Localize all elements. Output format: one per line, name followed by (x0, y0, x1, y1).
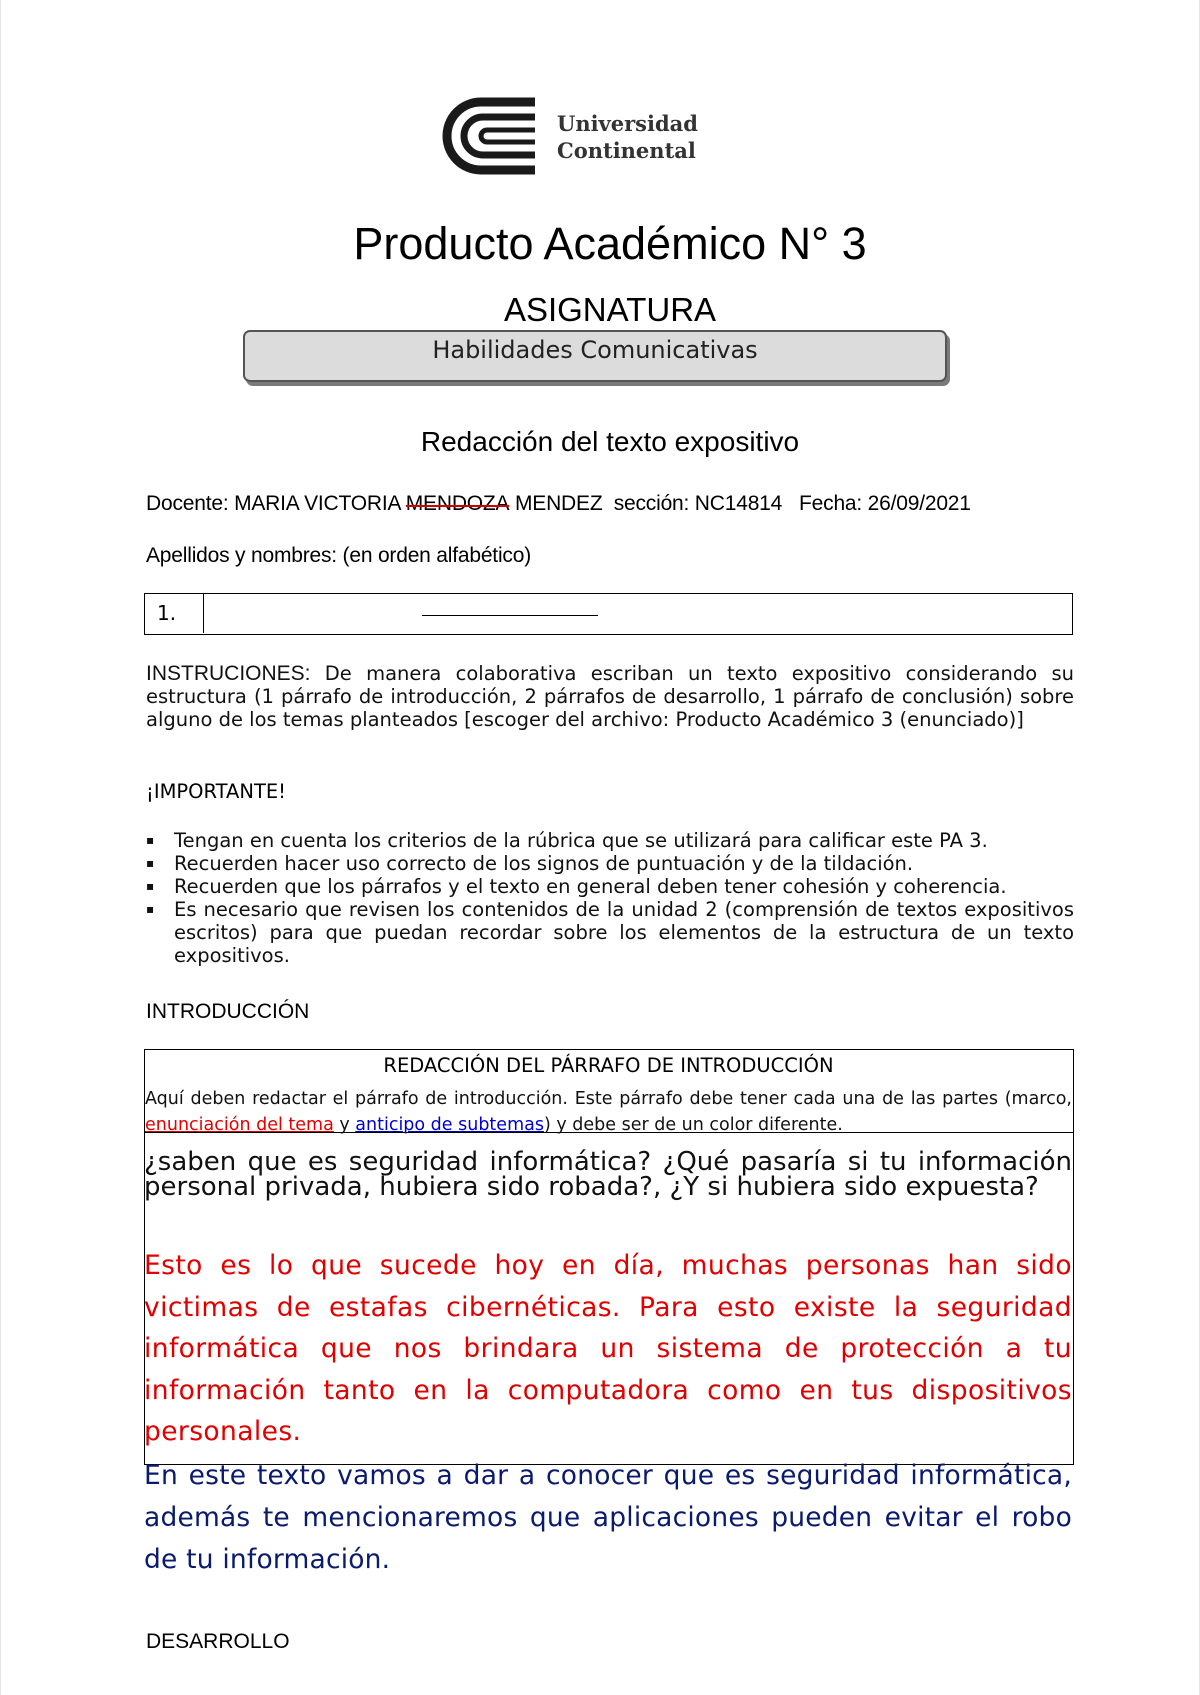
list-item-text: Es necesario que revisen los contenidos de la unidad 2 (comprensión de textos expositivos escritos) para que puedan recordar sobre los elementos de la estructura de un texto expositivos. (174, 898, 1074, 967)
docente-prefix: Docente: MARIA VICTORIA (146, 492, 406, 515)
bullet-dot-icon: ▪ (146, 879, 155, 893)
intro-blue-paragraph: En este texto vamos a dar a conocer que es seguridad informática, además te mencionaremos que aplicaciones pueden evitar el robo de tu información. (144, 1460, 1072, 1575)
instructions-paragraph (146, 662, 1074, 731)
intro-box-text-after: ) y debe ser de un color diferente. (543, 1115, 843, 1135)
intro-red-paragraph: Esto es lo que sucede hoy en día, muchas personas han sido victimas de estafas cibernéticas. Para esto existe la seguridad informática que nos brindara un sistema de protección a tu información tanto en la computadora como en tus dispositivos personales. (144, 1250, 1072, 1447)
intro-question-paragraph: ¿saben que es seguridad informática? ¿Qué pasaría si tu información personal privada, hubiera sido robada?, ¿Y si hubiera sido expuesta? (144, 1147, 1072, 1202)
docente-suffix: MENDEZ sección: NC14814 Fecha: 26/09/2021 (509, 492, 971, 515)
bullet-dot-icon: ▪ (146, 833, 155, 847)
logo-line-2: Continental (557, 138, 696, 163)
document-topic: Redacción del texto expositivo (420, 426, 800, 457)
desarrollo-heading: DESARROLLO (146, 1630, 290, 1653)
docente-struck-name: MENDOZA (405, 492, 510, 515)
document-title: Producto Académico N° 3 (353, 218, 867, 269)
university-name (557, 110, 698, 164)
list-item (146, 898, 1074, 967)
intro-box-middle: y (333, 1115, 356, 1135)
bullet-dot-icon: ▪ (146, 856, 155, 870)
list-item-text: Recuerden hacer uso correcto de los signos de puntuación y de la tildación. (174, 852, 914, 875)
student-table (144, 593, 1073, 635)
university-c-logo-icon (437, 92, 547, 180)
bullet-dot-icon: ▪ (146, 902, 155, 916)
intro-box-red-part: enunciación del tema (145, 1115, 334, 1135)
subject-name: Habilidades Comunicativas (432, 336, 758, 364)
logo-line-1: Universidad (557, 111, 698, 136)
important-list (146, 829, 1074, 967)
instructions-text: De manera colaborativa escriban un texto expositivo considerando su estructura (1 párrafo de introducción, 2 párrafos de desarrollo, 1 párrafo de conclusión) sobre alguno de los temas planteados [escoger del archivo: Producto Académico 3 (enunciado)] (146, 662, 1074, 731)
list-item (146, 829, 1074, 852)
list-item-text: Tengan en cuenta los criterios de la rúbrica que se utilizará para calificar este PA 3. (174, 829, 988, 852)
student-number-cell: 1. (145, 594, 204, 633)
subject-label: ASIGNATURA (503, 291, 717, 328)
list-item-text: Recuerden que los párrafos y el texto en general deben tener cohesión y coherencia. (174, 875, 1007, 898)
instructions-label: INSTRUCIONES: (146, 662, 311, 685)
docente-line (146, 490, 971, 518)
university-logo (437, 92, 705, 180)
apellidos-label: Apellidos y nombres: (en orden alfabético) (146, 544, 531, 567)
introduccion-heading: INTRODUCCIÓN (146, 1000, 310, 1023)
intro-box-blue-part: anticipo de subtemas (355, 1115, 544, 1135)
student-name-line (422, 615, 598, 616)
importante-label: ¡IMPORTANTE! (146, 780, 287, 803)
list-item (146, 852, 1074, 875)
intro-box-title: REDACCIÓN DEL PÁRRAFO DE INTRODUCCIÓN (383, 1054, 834, 1077)
list-item (146, 875, 1074, 898)
intro-box-text-before: Aquí deben redactar el párrafo de introducción. Este párrafo debe tener cada una de las partes (marco, (145, 1089, 1072, 1109)
intro-instructions-box (144, 1049, 1074, 1133)
subject-name-box (243, 330, 947, 382)
